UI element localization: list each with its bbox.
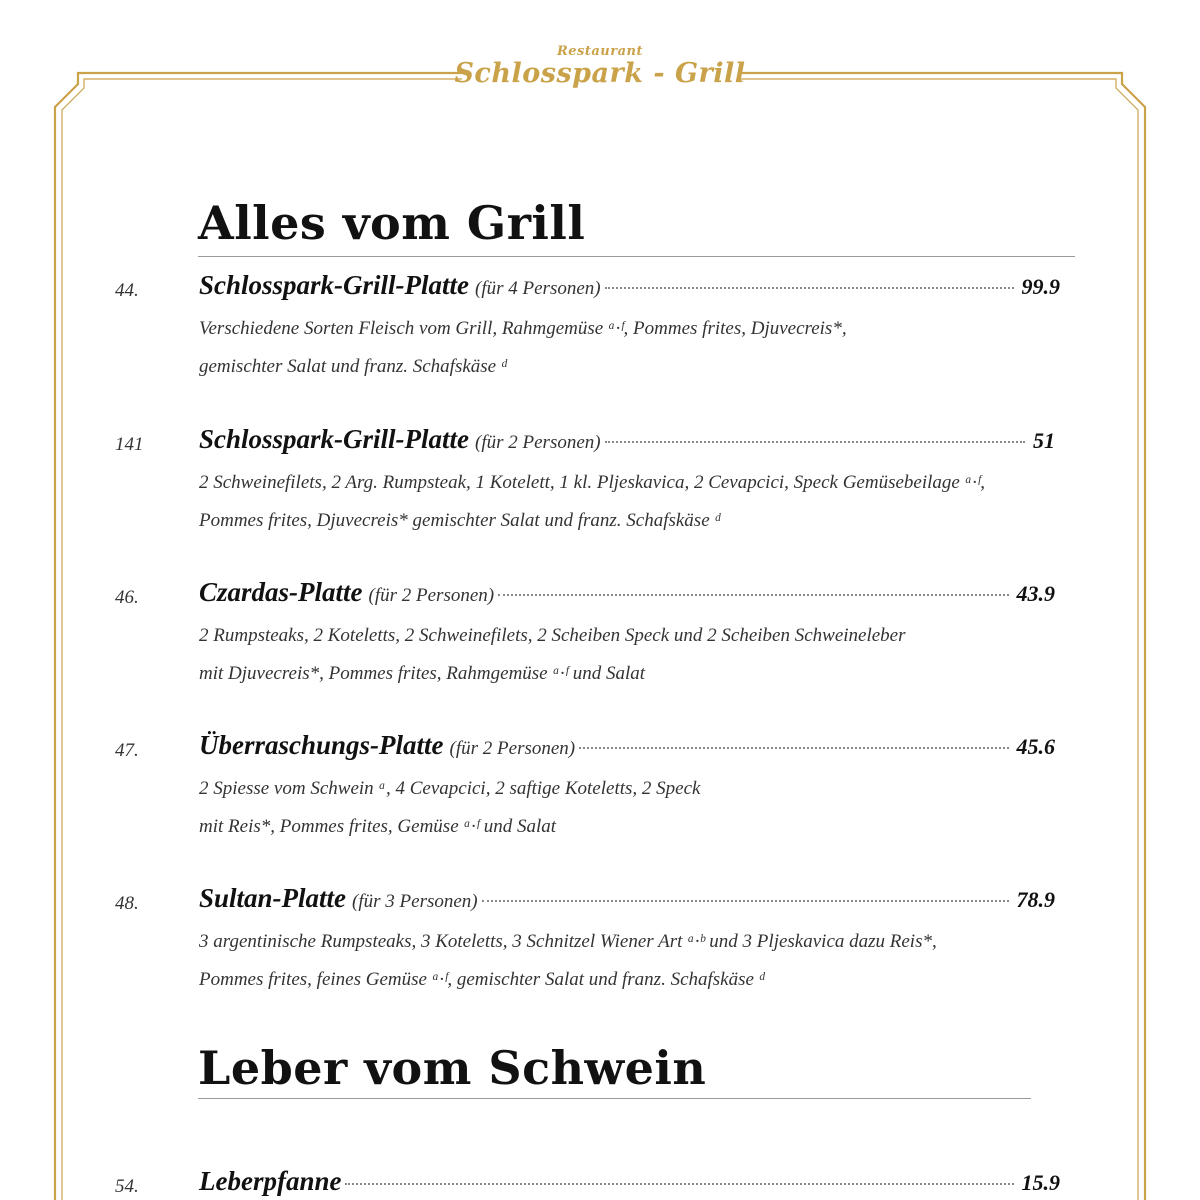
item-description-line: Pommes frites, feines Gemüse ᵃ·ᶠ, gemischter Salat und franz. Schafskäse ᵈ: [199, 969, 765, 990]
item-description-line: Verschiedene Sorten Fleisch vom Grill, Rahmgemüse ᵃ·ᶠ, Pommes frites, Djuvecreis*,: [199, 318, 847, 339]
logo-restaurant-name: Schlosspark - Grill: [454, 58, 746, 89]
item-description-line: 2 Schweinefilets, 2 Arg. Rumpsteak, 1 Kotelett, 1 kl. Pljeskavica, 2 Cevapcici, Speck Gemüsebeilage ᵃ·ᶠ,: [199, 472, 985, 493]
item-portion-note: (für 3 Personen): [352, 891, 478, 912]
item-description-line: mit Djuvecreis*, Pommes frites, Rahmgemüse ᵃ·ᶠ und Salat: [199, 663, 646, 684]
item-description-line: gemischter Salat und franz. Schafskäse ᵈ: [199, 356, 507, 377]
item-price: 78.9: [1016, 887, 1055, 912]
item-description-line: 2 Rumpsteaks, 2 Koteletts, 2 Schweinefilets, 2 Scheiben Speck und 2 Scheiben Schweineleber: [199, 625, 906, 646]
item-description: [199, 770, 1055, 846]
item-header: [199, 883, 1055, 914]
dot-leader: [482, 900, 1009, 902]
item-portion-note: (für 2 Personen): [475, 432, 601, 453]
item-header: [199, 424, 1055, 455]
item-header: [199, 730, 1055, 761]
item-description: [199, 464, 1055, 540]
item-price: 45.6: [1016, 734, 1055, 759]
section-divider: [198, 256, 1075, 257]
item-description-line: Pommes frites, Djuvecreis* gemischter Salat und franz. Schafskäse ᵈ: [199, 510, 721, 531]
item-name: Überraschungs-Platte: [199, 730, 444, 760]
item-portion-note: (für 2 Personen): [368, 585, 495, 606]
dot-leader: [345, 1183, 1013, 1185]
item-name: Sultan-Platte: [199, 883, 347, 913]
item-number: 141: [115, 434, 144, 455]
item-name: Leberpfanne: [199, 1166, 342, 1196]
item-description-line: 2 Spiesse vom Schwein ᵃ, 4 Cevapcici, 2 saftige Koteletts, 2 Speck: [199, 778, 701, 799]
item-number: 48.: [115, 893, 139, 914]
item-header: [199, 577, 1055, 608]
dot-leader: [605, 441, 1025, 443]
section-title-liver: Leber vom Schwein: [198, 1041, 707, 1095]
item-description: [199, 617, 1055, 693]
section-title-grill: Alles vom Grill: [198, 196, 586, 250]
item-name: Schlosspark-Grill-Platte: [199, 424, 470, 454]
item-description: [199, 310, 1060, 386]
item-header: [199, 1166, 1060, 1197]
restaurant-logo: [0, 44, 1200, 88]
item-price: 15.9: [1021, 1170, 1060, 1195]
logo-restaurant-label: Restaurant: [556, 44, 643, 59]
item-price: 51: [1033, 428, 1055, 453]
dot-leader: [498, 594, 1008, 596]
item-portion-note: (für 2 Personen): [449, 738, 576, 759]
item-price: 99.9: [1021, 274, 1060, 299]
item-header: [199, 270, 1060, 301]
item-number: 47.: [115, 740, 139, 761]
item-price: 43.9: [1016, 581, 1055, 606]
item-portion-note: (für 4 Personen): [475, 278, 601, 299]
item-number: 54.: [115, 1176, 139, 1197]
item-name: Schlosspark-Grill-Platte: [199, 270, 470, 300]
item-number: 46.: [115, 587, 139, 608]
item-number: 44.: [115, 280, 139, 301]
dot-leader: [579, 747, 1008, 749]
section-divider: [198, 1098, 1031, 1099]
item-name: Czardas-Platte: [199, 577, 363, 607]
item-description-line: mit Reis*, Pommes frites, Gemüse ᵃ·ᶠ und Salat: [199, 816, 557, 837]
item-description-line: 3 argentinische Rumpsteaks, 3 Koteletts, 3 Schnitzel Wiener Art ᵃ·ᵇ und 3 Pljeskavica dazu Reis*,: [199, 931, 937, 952]
item-description: [199, 923, 1055, 999]
dot-leader: [605, 287, 1014, 289]
